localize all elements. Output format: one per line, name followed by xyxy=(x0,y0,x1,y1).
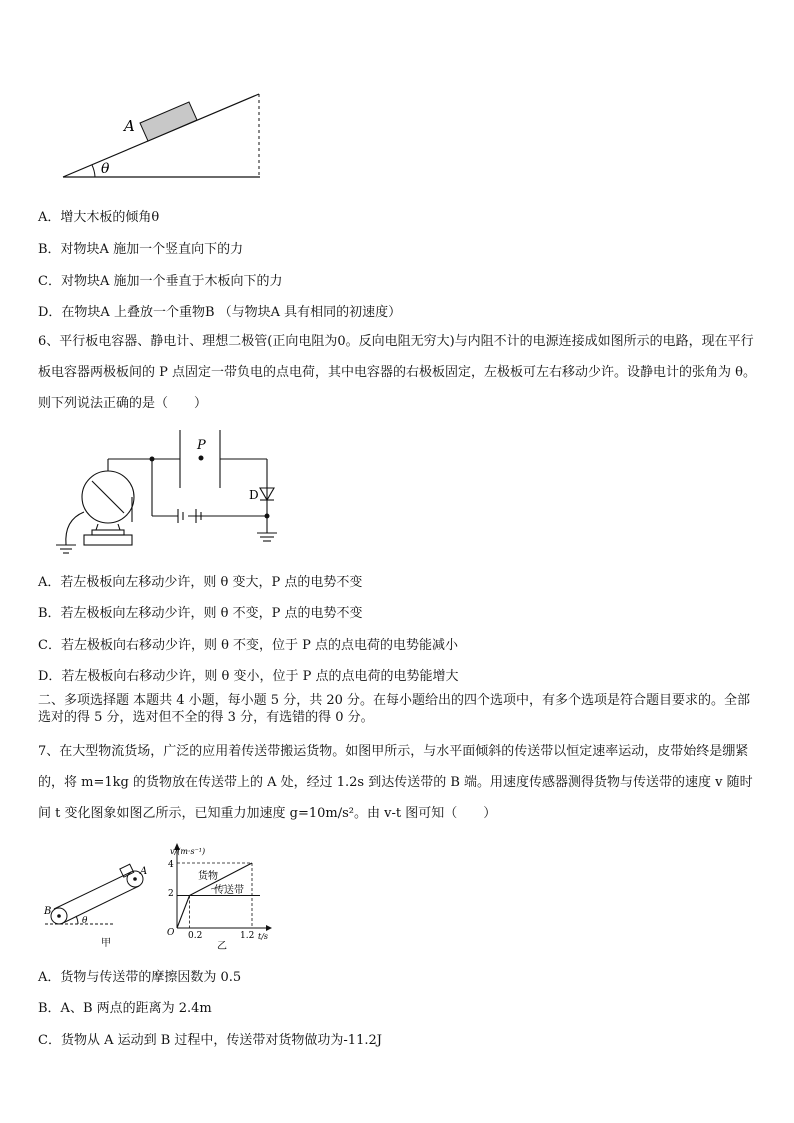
section-2-heading: 二、多项选择题 本题共 4 小题，每小题 5 分，共 20 分。在每小题给出的四个选项中，有多个选项是符合题目要求的。全部选对的得 5 分，选对但不全的得 3 分，有选错的得 0 分。 xyxy=(38,693,751,725)
series-label-belt: 传送带 xyxy=(214,885,244,896)
origin-label: O xyxy=(167,928,175,938)
y-axis-label: v/(m·s⁻¹) xyxy=(170,847,206,856)
conveyor-angle: θ xyxy=(82,916,88,926)
diode-label: D xyxy=(249,488,259,502)
q7-option-c: C．货物从 A 运动到 B 过程中，传送带对货物做功为-11.2J xyxy=(38,1033,382,1048)
q5-option-a: A．增大木板的倾角θ xyxy=(38,210,160,225)
conveyor-label-b: B xyxy=(44,906,52,917)
q6-option-c: C．若左极板向右移动少许，则 θ 不变，位于 P 点的点电荷的电势能减小 xyxy=(38,638,459,653)
y-tick-4: 4 xyxy=(168,860,174,870)
block-label: A xyxy=(124,117,135,135)
figure-jia-caption: 甲 xyxy=(101,938,111,949)
q7-stem: 7、在大型物流货场，广泛的应用着传送带搬运货物。如图甲所示，与水平面倾斜的传送带以恒定速率运动，皮带始终是绷紧的，将 m=1kg 的货物放在传送带上的 A 处，经过 1.2s 到达传送带的 B 端。用速度传感器测得货物与传送带的速度 v 随时间 t 变化图象如图乙所示，已知重力加速度 g=10m/s²。由 v-t 图可知（ ） xyxy=(38,744,753,821)
y-tick-2: 2 xyxy=(168,889,174,899)
q6-option-b: B．若左极板向左移动少许，则 θ 不变，P 点的电势不变 xyxy=(38,606,363,621)
angle-label: θ xyxy=(101,161,110,177)
q5-option-d: D．在物块A 上叠放一个重物B （与物块A 具有相同的初速度） xyxy=(38,305,402,320)
q7-option-b: B．A、B 两点的距离为 2.4m xyxy=(38,1001,212,1016)
q6-option-a: A．若左极板向左移动少许，则 θ 变大，P 点的电势不变 xyxy=(38,575,363,590)
x-axis-label: t/s xyxy=(258,932,269,941)
x-tick-1-2: 1.2 xyxy=(240,931,255,941)
x-tick-0-2: 0.2 xyxy=(188,931,203,941)
q6-stem: 6、平行板电容器、静电计、理想二极管(正向电阻为0。反向电阻无穷大)与内阻不计的电源连接成如图所示的电路，现在平行板电容器两极板间的 P 点固定一带负电的点电荷，其中电容器的右极板固定，左极板可左右移动少许。设静电计的张角为 θ。则下列说法正确的是（ ） xyxy=(38,334,756,411)
q5-option-b: B．对物块A 施加一个竖直向下的力 xyxy=(38,242,244,257)
figure-yi-caption: 乙 xyxy=(217,941,227,952)
series-label-cargo: 货物 xyxy=(198,871,218,882)
point-p-label: P xyxy=(197,438,206,453)
q5-option-c: C．对物块A 施加一个垂直于木板向下的力 xyxy=(38,274,283,289)
q7-option-a: A．货物与传送带的摩擦因数为 0.5 xyxy=(38,970,242,985)
q6-option-d: D．若左极板向右移动少许，则 θ 变小，位于 P 点的点电荷的电势能增大 xyxy=(38,669,459,684)
conveyor-label-a: A xyxy=(140,866,148,877)
